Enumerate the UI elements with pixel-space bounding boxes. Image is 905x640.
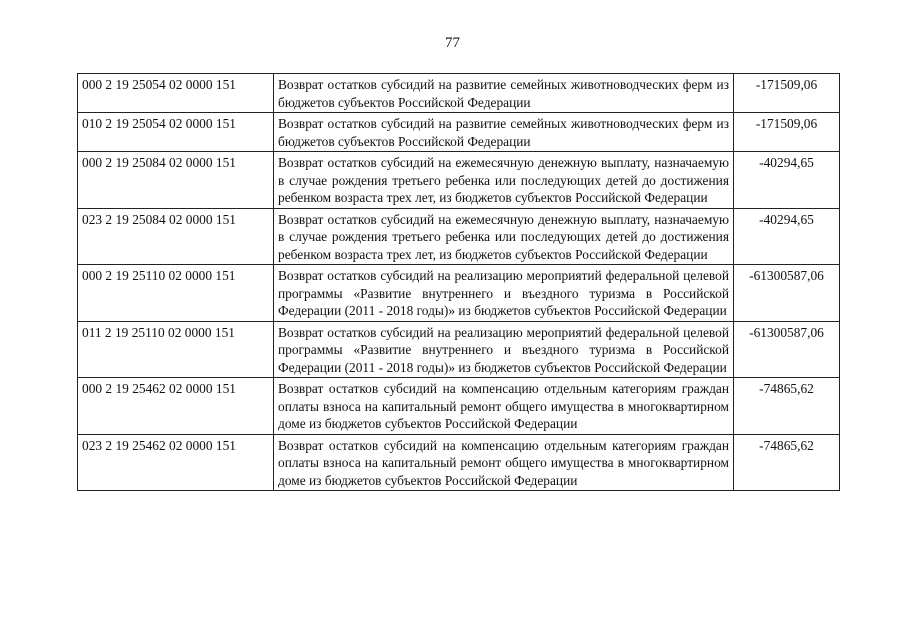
description-cell: Возврат остатков субсидий на реализацию мероприятий федеральной целевой программы «Развитие внутреннего и въездного туризма в Российской Федерации (2011 - 2018 годы)» из бюджетов субъектов Российской Федерации <box>274 321 734 378</box>
amount-cell: -40294,65 <box>734 152 840 209</box>
budget-code-cell: 023 2 19 25084 02 0000 151 <box>78 208 274 265</box>
amount-cell: -171509,06 <box>734 113 840 152</box>
table-row <box>78 265 840 322</box>
amount-cell: -74865,62 <box>734 378 840 435</box>
table-row <box>78 113 840 152</box>
description-cell: Возврат остатков субсидий на ежемесячную денежную выплату, назначаемую в случае рождения третьего ребенка или последующих детей до достижения ребенком возраста трех лет, из бюджетов субъектов Российской Федерации <box>274 152 734 209</box>
description-cell: Возврат остатков субсидий на компенсацию отдельным категориям граждан оплаты взноса на капитальный ремонт общего имущества в многоквартирном доме из бюджетов субъектов Российской Федерации <box>274 434 734 491</box>
amount-cell: -61300587,06 <box>734 321 840 378</box>
description-cell: Возврат остатков субсидий на развитие семейных животноводческих ферм из бюджетов субъектов Российской Федерации <box>274 74 734 113</box>
description-cell: Возврат остатков субсидий на компенсацию отдельным категориям граждан оплаты взноса на капитальный ремонт общего имущества в многоквартирном доме из бюджетов субъектов Российской Федерации <box>274 378 734 435</box>
budget-code-cell: 000 2 19 25462 02 0000 151 <box>78 378 274 435</box>
table-row <box>78 378 840 435</box>
page-number: 77 <box>445 35 460 51</box>
budget-table <box>77 73 840 491</box>
budget-code-cell: 010 2 19 25054 02 0000 151 <box>78 113 274 152</box>
budget-code-cell: 023 2 19 25462 02 0000 151 <box>78 434 274 491</box>
amount-cell: -61300587,06 <box>734 265 840 322</box>
amount-cell: -74865,62 <box>734 434 840 491</box>
description-cell: Возврат остатков субсидий на ежемесячную денежную выплату, назначаемую в случае рождения третьего ребенка или последующих детей до достижения ребенком возраста трех лет, из бюджетов субъектов Российской Федерации <box>274 208 734 265</box>
description-cell: Возврат остатков субсидий на реализацию мероприятий федеральной целевой программы «Развитие внутреннего и въездного туризма в Российской Федерации (2011 - 2018 годы)» из бюджетов субъектов Российской Федерации <box>274 265 734 322</box>
table-row <box>78 208 840 265</box>
budget-code-cell: 000 2 19 25054 02 0000 151 <box>78 74 274 113</box>
budget-code-cell: 000 2 19 25110 02 0000 151 <box>78 265 274 322</box>
table-row <box>78 321 840 378</box>
budget-code-cell: 011 2 19 25110 02 0000 151 <box>78 321 274 378</box>
budget-code-cell: 000 2 19 25084 02 0000 151 <box>78 152 274 209</box>
table-row <box>78 434 840 491</box>
table-row <box>78 74 840 113</box>
amount-cell: -171509,06 <box>734 74 840 113</box>
amount-cell: -40294,65 <box>734 208 840 265</box>
table-row <box>78 152 840 209</box>
description-cell: Возврат остатков субсидий на развитие семейных животноводческих ферм из бюджетов субъектов Российской Федерации <box>274 113 734 152</box>
